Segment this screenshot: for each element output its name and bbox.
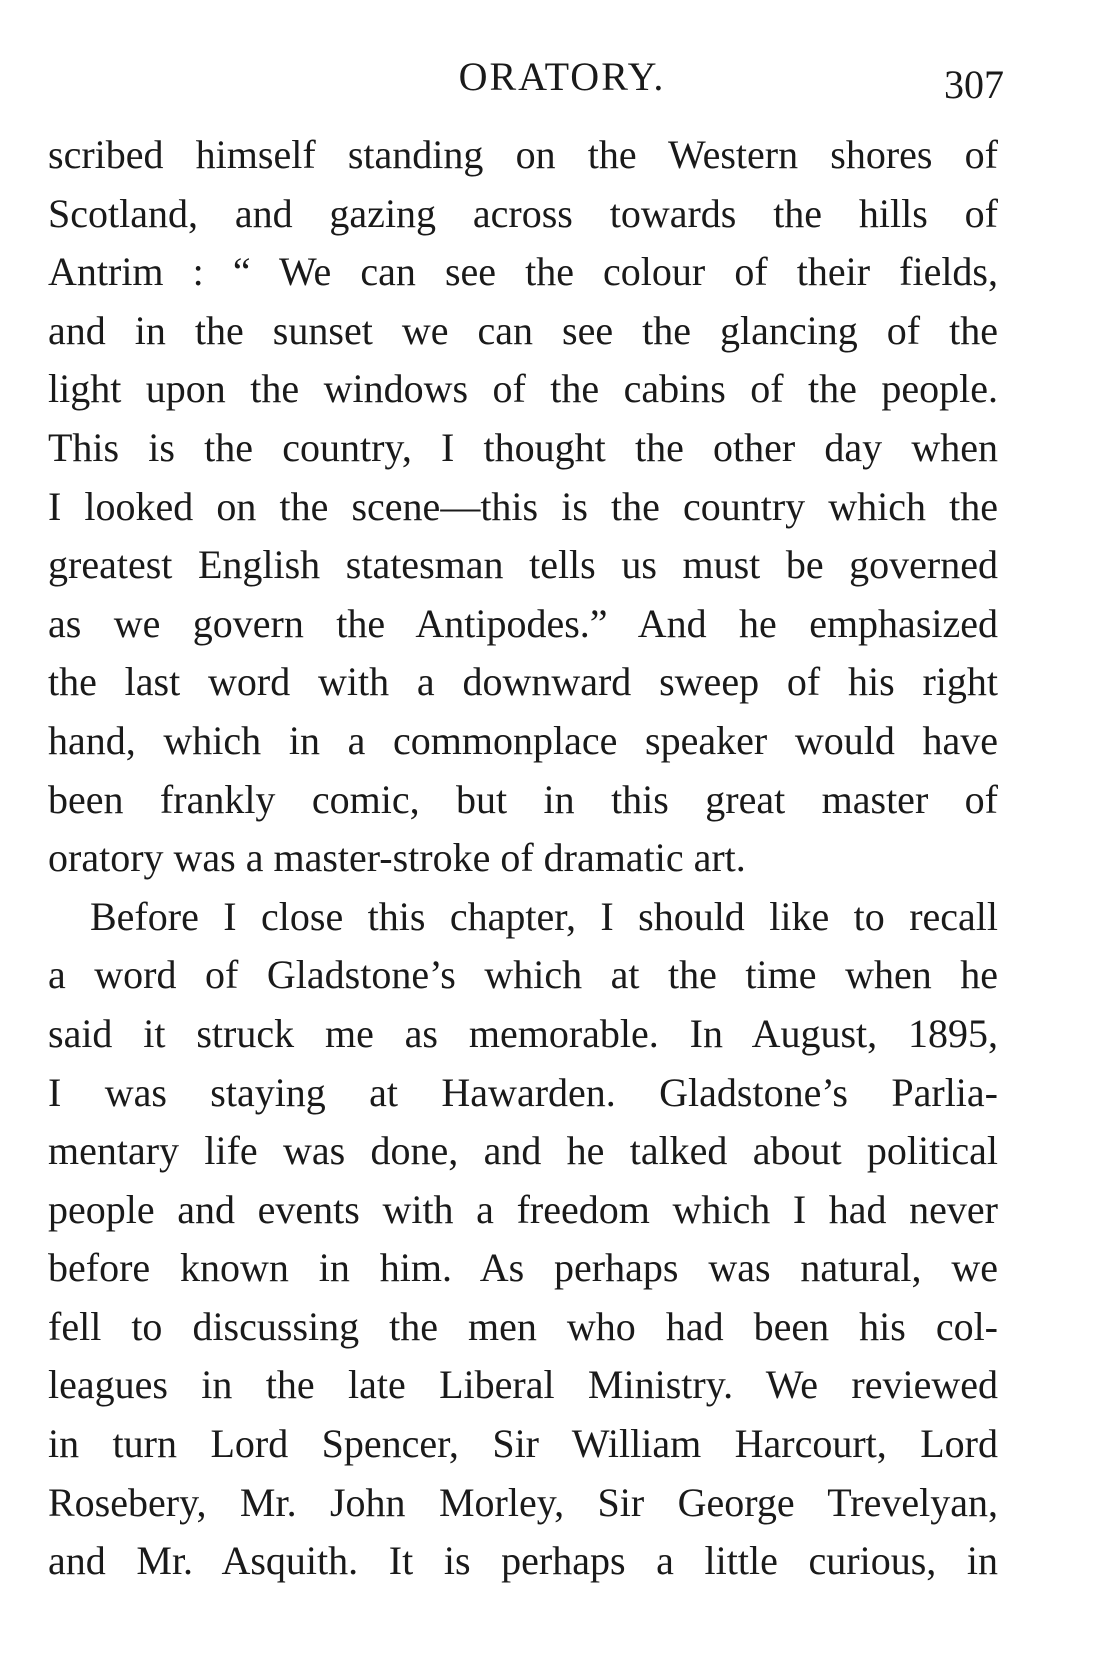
paragraph-1: [48, 126, 998, 888]
text-line: This is the country, I thought the other day when: [48, 424, 998, 470]
text-line: oratory was a master-stroke of dramatic art.: [48, 835, 746, 881]
text-line: been frankly comic, but in this great master of: [48, 776, 998, 822]
text-line: fell to discussing the men who had been his col-: [48, 1303, 998, 1349]
text-line: people and events with a freedom which I had never: [48, 1186, 998, 1232]
running-title: ORATORY.: [458, 54, 666, 99]
paragraph-2: [48, 888, 998, 1591]
text-line: Before I close this chapter, I should like to recall: [90, 893, 998, 939]
text-line: hand, which in a commonplace speaker would have: [48, 717, 998, 763]
text-line: and in the sunset we can see the glancing of the: [48, 307, 998, 353]
text-line: the last word with a downward sweep of his right: [48, 659, 998, 705]
text-line: Rosebery, Mr. John Morley, Sir George Trevelyan,: [48, 1479, 998, 1525]
text-line: leagues in the late Liberal Ministry. We reviewed: [48, 1362, 998, 1408]
text-line: Antrim : “ We can see the colour of their fields,: [48, 249, 998, 295]
body-text: [48, 126, 998, 1591]
text-line: as we govern the Antipodes.” And he emphasized: [48, 600, 998, 646]
text-line: mentary life was done, and he talked about political: [48, 1128, 998, 1174]
text-line: greatest English statesman tells us must be governed: [48, 542, 998, 588]
text-line: a word of Gladstone’s which at the time when he: [48, 952, 998, 998]
text-line: Scotland, and gazing across towards the hills of: [48, 190, 998, 236]
text-line: before known in him. As perhaps was natural, we: [48, 1245, 998, 1291]
page-number: 307: [944, 62, 1004, 107]
running-head: [0, 52, 1104, 107]
text-line: scribed himself standing on the Western shores of: [48, 132, 998, 177]
text-line: in turn Lord Spencer, Sir William Harcourt, Lord: [48, 1421, 998, 1467]
text-line: said it struck me as memorable. In August, 1895,: [48, 1010, 998, 1056]
text-line: I looked on the scene—this is the country which the: [48, 483, 998, 529]
text-line: I was staying at Hawarden. Gladstone’s Parlia-: [48, 1069, 998, 1115]
text-line: light upon the windows of the cabins of the people.: [48, 366, 998, 412]
text-line: and Mr. Asquith. It is perhaps a little curious, in: [48, 1538, 998, 1584]
